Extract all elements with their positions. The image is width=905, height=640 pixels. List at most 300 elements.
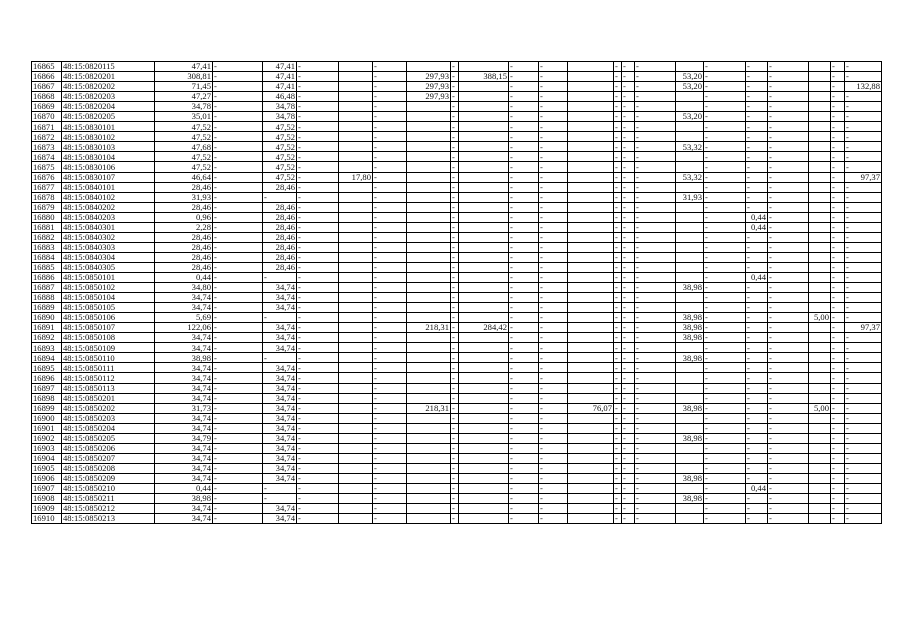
value-cell: - <box>373 413 407 423</box>
cadastral-code-cell: 48:15:0850211 <box>62 494 155 504</box>
value-cell: - <box>746 232 768 242</box>
value-cell: 34,74 <box>263 423 297 433</box>
value-cell: 38,98 <box>676 313 704 323</box>
cadastral-code-cell: 48:15:0850111 <box>62 363 155 373</box>
value-cell: - <box>704 262 746 272</box>
value-cell: - <box>263 313 297 323</box>
value-cell <box>568 283 614 293</box>
value-cell: - <box>746 293 768 303</box>
value-cell: - <box>768 182 809 192</box>
cadastral-code-cell: 48:15:0850112 <box>62 373 155 383</box>
value-cell <box>459 152 509 162</box>
value-cell: - <box>831 202 845 212</box>
value-cell: - <box>614 323 622 333</box>
value-cell: - <box>635 383 676 393</box>
value-cell: - <box>509 514 539 524</box>
value-cell <box>339 272 373 282</box>
value-cell: - <box>297 383 339 393</box>
value-cell: - <box>509 403 539 413</box>
value-cell: - <box>614 514 622 524</box>
value-cell: - <box>213 363 263 373</box>
value-cell: - <box>213 373 263 383</box>
value-cell: 34,74 <box>263 403 297 413</box>
value-cell <box>339 303 373 313</box>
row-number-cell: 16908 <box>32 494 62 504</box>
value-cell: - <box>831 333 845 343</box>
value-cell: - <box>297 62 339 72</box>
value-cell: - <box>297 172 339 182</box>
value-cell: - <box>373 162 407 172</box>
value-cell: 34,74 <box>263 383 297 393</box>
value-cell: - <box>768 373 809 383</box>
value-cell: - <box>831 423 845 433</box>
value-cell: - <box>297 283 339 293</box>
value-cell: - <box>451 363 459 373</box>
value-cell: - <box>539 453 568 463</box>
value-cell: - <box>704 343 746 353</box>
value-cell <box>407 122 451 132</box>
value-cell: - <box>622 272 635 282</box>
value-cell <box>809 423 831 433</box>
value-cell: 34,74 <box>155 473 213 483</box>
value-cell <box>459 443 509 453</box>
value-cell: - <box>263 192 297 202</box>
table-row <box>32 242 882 252</box>
value-cell: - <box>635 272 676 282</box>
value-cell: - <box>635 152 676 162</box>
value-cell <box>568 303 614 313</box>
value-cell <box>407 373 451 383</box>
table-row <box>32 413 882 423</box>
value-cell: - <box>451 152 459 162</box>
value-cell: 218,31 <box>407 323 451 333</box>
value-cell: - <box>539 373 568 383</box>
value-cell: 5,69 <box>155 313 213 323</box>
value-cell: 53,32 <box>676 172 704 182</box>
value-cell: - <box>509 323 539 333</box>
value-cell: - <box>373 453 407 463</box>
value-cell: - <box>635 162 676 172</box>
value-cell: 31,93 <box>155 192 213 202</box>
value-cell: - <box>297 162 339 172</box>
value-cell <box>568 192 614 202</box>
value-cell: - <box>622 262 635 272</box>
value-cell: - <box>373 283 407 293</box>
value-cell: - <box>746 433 768 443</box>
value-cell: - <box>451 62 459 72</box>
value-cell <box>459 343 509 353</box>
value-cell: - <box>622 172 635 182</box>
value-cell: - <box>297 102 339 112</box>
value-cell: - <box>635 62 676 72</box>
value-cell <box>339 514 373 524</box>
value-cell <box>809 504 831 514</box>
value-cell <box>459 212 509 222</box>
value-cell: - <box>451 192 459 202</box>
value-cell: - <box>635 333 676 343</box>
value-cell: - <box>539 283 568 293</box>
row-number-cell: 16897 <box>32 383 62 393</box>
value-cell: - <box>704 514 746 524</box>
value-cell <box>568 413 614 423</box>
value-cell: - <box>373 62 407 72</box>
value-cell: - <box>622 514 635 524</box>
value-cell: - <box>539 212 568 222</box>
value-cell: - <box>704 232 746 242</box>
value-cell: - <box>831 453 845 463</box>
value-cell <box>459 403 509 413</box>
value-cell: - <box>746 494 768 504</box>
value-cell: - <box>746 403 768 413</box>
table-row <box>32 303 882 313</box>
value-cell <box>339 353 373 363</box>
value-cell: - <box>614 433 622 443</box>
value-cell: - <box>509 433 539 443</box>
value-cell: 97,37 <box>845 172 882 182</box>
value-cell <box>407 333 451 343</box>
value-cell <box>459 483 509 493</box>
value-cell: - <box>845 413 882 423</box>
value-cell <box>568 343 614 353</box>
value-cell: 297,93 <box>407 92 451 102</box>
value-cell: - <box>845 232 882 242</box>
row-number-cell: 16887 <box>32 283 62 293</box>
value-cell: - <box>845 343 882 353</box>
value-cell: - <box>635 232 676 242</box>
value-cell <box>676 262 704 272</box>
value-cell: - <box>451 102 459 112</box>
value-cell: - <box>704 473 746 483</box>
value-cell: - <box>263 272 297 282</box>
value-cell: - <box>768 483 809 493</box>
value-cell <box>809 232 831 242</box>
cadastral-code-cell: 48:15:0840302 <box>62 232 155 242</box>
row-number-cell: 16876 <box>32 172 62 182</box>
value-cell: - <box>213 303 263 313</box>
value-cell: - <box>746 423 768 433</box>
value-cell <box>809 514 831 524</box>
value-cell: - <box>539 242 568 252</box>
value-cell <box>809 202 831 212</box>
cadastral-code-cell: 48:15:0820202 <box>62 82 155 92</box>
cadastral-code-cell: 48:15:0850108 <box>62 333 155 343</box>
value-cell: - <box>297 443 339 453</box>
value-cell: - <box>451 333 459 343</box>
value-cell: - <box>614 483 622 493</box>
value-cell: 388,15 <box>459 72 509 82</box>
value-cell: - <box>704 393 746 403</box>
row-number-cell: 16910 <box>32 514 62 524</box>
cadastral-code-cell: 48:15:0850107 <box>62 323 155 333</box>
value-cell <box>339 212 373 222</box>
value-cell: - <box>451 433 459 443</box>
value-cell: - <box>845 182 882 192</box>
value-cell <box>407 383 451 393</box>
cadastral-code-cell: 48:15:0830102 <box>62 132 155 142</box>
value-cell: - <box>704 313 746 323</box>
value-cell: - <box>768 453 809 463</box>
value-cell: - <box>746 202 768 212</box>
value-cell: - <box>539 92 568 102</box>
value-cell: - <box>622 92 635 102</box>
value-cell <box>407 494 451 504</box>
value-cell <box>407 504 451 514</box>
value-cell <box>809 303 831 313</box>
value-cell: - <box>297 192 339 202</box>
value-cell: - <box>451 343 459 353</box>
value-cell: - <box>451 222 459 232</box>
value-cell: 34,78 <box>263 112 297 122</box>
value-cell: - <box>746 514 768 524</box>
value-cell: - <box>297 72 339 82</box>
value-cell: - <box>622 473 635 483</box>
value-cell <box>339 162 373 172</box>
value-cell: - <box>539 363 568 373</box>
value-cell <box>809 122 831 132</box>
value-cell <box>339 102 373 112</box>
value-cell: - <box>768 202 809 212</box>
value-cell <box>339 222 373 232</box>
value-cell: - <box>704 92 746 102</box>
value-cell: - <box>373 212 407 222</box>
value-cell: - <box>509 202 539 212</box>
value-cell: - <box>768 343 809 353</box>
value-cell <box>459 373 509 383</box>
value-cell: 47,52 <box>263 132 297 142</box>
value-cell: - <box>845 514 882 524</box>
value-cell: - <box>297 333 339 343</box>
value-cell: - <box>509 112 539 122</box>
value-cell: - <box>831 313 845 323</box>
value-cell: - <box>768 353 809 363</box>
value-cell: 38,98 <box>676 494 704 504</box>
value-cell <box>809 363 831 373</box>
value-cell: - <box>509 494 539 504</box>
value-cell: - <box>509 313 539 323</box>
value-cell: - <box>509 82 539 92</box>
value-cell: 28,46 <box>263 242 297 252</box>
value-cell: - <box>831 383 845 393</box>
value-cell: - <box>213 142 263 152</box>
value-cell: - <box>622 122 635 132</box>
value-cell: - <box>509 373 539 383</box>
value-cell: - <box>213 112 263 122</box>
value-cell: - <box>451 132 459 142</box>
value-cell: 34,74 <box>263 433 297 443</box>
value-cell: - <box>831 222 845 232</box>
value-cell: - <box>831 62 845 72</box>
value-cell: - <box>622 323 635 333</box>
value-cell: - <box>635 423 676 433</box>
value-cell: 47,52 <box>155 152 213 162</box>
value-cell: - <box>297 92 339 102</box>
value-cell: - <box>622 373 635 383</box>
value-cell: - <box>831 303 845 313</box>
value-cell: 34,74 <box>155 463 213 473</box>
value-cell: 28,46 <box>155 262 213 272</box>
table-row <box>32 182 882 192</box>
row-number-cell: 16877 <box>32 182 62 192</box>
value-cell: - <box>614 262 622 272</box>
value-cell: - <box>845 132 882 142</box>
value-cell: 53,20 <box>676 72 704 82</box>
value-cell: - <box>746 192 768 202</box>
value-cell <box>339 232 373 242</box>
value-cell: - <box>622 82 635 92</box>
value-cell: - <box>845 373 882 383</box>
value-cell: - <box>768 272 809 282</box>
cadastral-code-cell: 48:15:0820115 <box>62 62 155 72</box>
value-cell <box>568 162 614 172</box>
value-cell: - <box>635 343 676 353</box>
value-cell: 34,74 <box>263 363 297 373</box>
value-cell: - <box>614 142 622 152</box>
cadastral-code-cell: 48:15:0850209 <box>62 473 155 483</box>
value-cell: - <box>831 172 845 182</box>
value-cell: - <box>373 72 407 82</box>
table-row <box>32 443 882 453</box>
cadastral-code-cell: 48:15:0850202 <box>62 403 155 413</box>
value-cell: - <box>451 242 459 252</box>
value-cell: - <box>451 182 459 192</box>
value-cell: - <box>635 453 676 463</box>
value-cell: - <box>768 403 809 413</box>
value-cell: - <box>213 333 263 343</box>
row-number-cell: 16903 <box>32 443 62 453</box>
cadastral-code-cell: 48:15:0850204 <box>62 423 155 433</box>
value-cell: - <box>451 514 459 524</box>
value-cell: - <box>704 463 746 473</box>
value-cell: - <box>297 514 339 524</box>
value-cell: - <box>746 283 768 293</box>
value-cell <box>407 242 451 252</box>
value-cell: 97,37 <box>845 323 882 333</box>
value-cell: - <box>622 112 635 122</box>
value-cell: - <box>509 504 539 514</box>
value-cell: 47,52 <box>263 172 297 182</box>
table-row <box>32 383 882 393</box>
value-cell: - <box>539 192 568 202</box>
value-cell: - <box>614 182 622 192</box>
value-cell: - <box>213 202 263 212</box>
value-cell <box>676 222 704 232</box>
value-cell: - <box>635 514 676 524</box>
value-cell: - <box>768 283 809 293</box>
value-cell: - <box>509 102 539 112</box>
value-cell <box>407 202 451 212</box>
value-cell: - <box>845 262 882 272</box>
value-cell: - <box>539 182 568 192</box>
value-cell: 34,74 <box>155 293 213 303</box>
value-cell: - <box>831 262 845 272</box>
value-cell: - <box>768 62 809 72</box>
value-cell <box>339 323 373 333</box>
value-cell: - <box>451 92 459 102</box>
value-cell: - <box>539 142 568 152</box>
value-cell <box>568 514 614 524</box>
value-cell: 34,78 <box>155 102 213 112</box>
value-cell: - <box>373 192 407 202</box>
value-cell: - <box>768 383 809 393</box>
value-cell <box>459 494 509 504</box>
value-cell: - <box>451 172 459 182</box>
table-row <box>32 232 882 242</box>
value-cell: - <box>746 413 768 423</box>
value-cell: - <box>614 453 622 463</box>
value-cell: - <box>263 494 297 504</box>
value-cell <box>568 293 614 303</box>
value-cell <box>676 363 704 373</box>
value-cell <box>568 504 614 514</box>
value-cell <box>676 423 704 433</box>
value-cell: 34,74 <box>263 303 297 313</box>
value-cell: - <box>297 393 339 403</box>
value-cell <box>676 443 704 453</box>
row-number-cell: 16890 <box>32 313 62 323</box>
value-cell: - <box>614 72 622 82</box>
value-cell: - <box>768 132 809 142</box>
value-cell: - <box>451 463 459 473</box>
value-cell: - <box>509 242 539 252</box>
cadastral-code-cell: 48:15:0850203 <box>62 413 155 423</box>
row-number-cell: 16866 <box>32 72 62 82</box>
value-cell: - <box>704 82 746 92</box>
value-cell: - <box>539 353 568 363</box>
value-cell: - <box>831 122 845 132</box>
value-cell: - <box>614 232 622 242</box>
value-cell: 46,48 <box>263 92 297 102</box>
value-cell: - <box>213 433 263 443</box>
value-cell: - <box>845 202 882 212</box>
value-cell <box>676 303 704 313</box>
value-cell <box>459 383 509 393</box>
value-cell: - <box>746 82 768 92</box>
table-row <box>32 272 882 282</box>
value-cell: - <box>746 373 768 383</box>
cadastral-code-cell: 48:15:0850113 <box>62 383 155 393</box>
value-cell: - <box>635 323 676 333</box>
value-cell: - <box>622 283 635 293</box>
value-cell <box>459 92 509 102</box>
table-row <box>32 122 882 132</box>
value-cell: - <box>213 283 263 293</box>
value-cell <box>809 323 831 333</box>
value-cell: 34,74 <box>155 453 213 463</box>
value-cell: - <box>831 252 845 262</box>
value-cell: 34,74 <box>155 423 213 433</box>
value-cell <box>339 132 373 142</box>
value-cell: - <box>213 182 263 192</box>
value-cell <box>459 514 509 524</box>
value-cell: - <box>213 102 263 112</box>
value-cell: 28,46 <box>155 202 213 212</box>
value-cell: - <box>845 92 882 102</box>
value-cell: 0,44 <box>746 483 768 493</box>
value-cell <box>459 433 509 443</box>
value-cell: - <box>539 423 568 433</box>
value-cell: - <box>831 182 845 192</box>
value-cell <box>407 473 451 483</box>
value-cell: - <box>297 353 339 363</box>
value-cell: 122,06 <box>155 323 213 333</box>
value-cell <box>339 383 373 393</box>
value-cell <box>339 262 373 272</box>
value-cell <box>568 433 614 443</box>
value-cell <box>339 363 373 373</box>
value-cell: - <box>509 443 539 453</box>
data-table <box>31 61 882 524</box>
cadastral-code-cell: 48:15:0850109 <box>62 343 155 353</box>
